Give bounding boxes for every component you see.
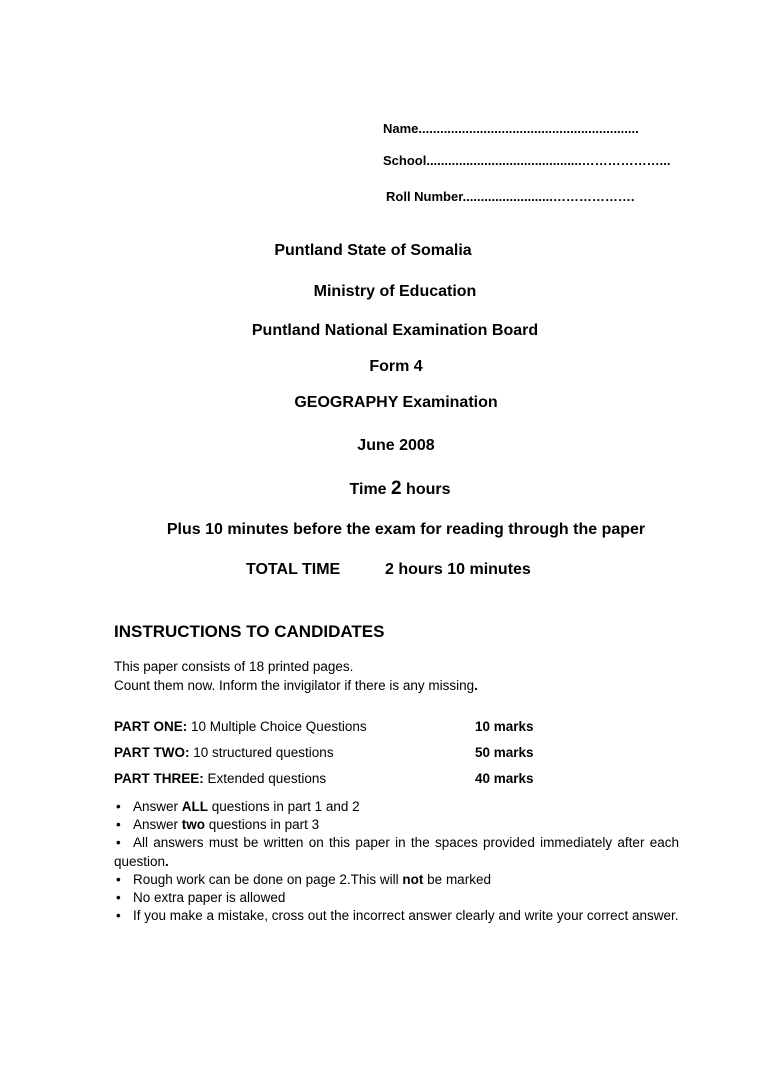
board-title: Puntland National Examination Board <box>251 322 539 339</box>
part-three <box>114 771 326 786</box>
rule-text: questions in part 3 <box>205 817 320 833</box>
bullet-icon: • <box>116 835 121 851</box>
bullet-icon: • <box>116 908 121 924</box>
time-prefix: Time <box>349 481 392 498</box>
bullet-icon: • <box>116 799 121 814</box>
rule-emphasis: not <box>402 871 424 887</box>
rule-emphasis: two <box>181 817 206 833</box>
total-time-label: TOTAL TIME <box>246 561 341 578</box>
list-item <box>114 834 679 870</box>
exam-date: June 2008 <box>357 437 435 454</box>
bullet-icon: • <box>116 890 121 906</box>
rule-text: Answer <box>133 817 182 833</box>
part-three-desc: Extended questions <box>203 771 327 786</box>
list-item <box>114 889 679 907</box>
rule-text: questions in part 1 and 2 <box>208 799 360 814</box>
list-item <box>114 907 679 925</box>
rule-text: Rough work can be done on page 2.This will <box>133 871 403 887</box>
part-two <box>114 745 334 760</box>
rules-list <box>114 798 679 925</box>
rule-text: If you make a mistake, cross out the incorrect answer clearly and write your correct answer. <box>133 908 679 924</box>
part-one-label: PART ONE: <box>114 719 188 734</box>
list-item <box>114 816 679 834</box>
count-note-text: Count them now. Inform the invigilator if there is any missing <box>114 678 475 693</box>
roll-number-field: Roll Number.........................………………. <box>386 189 635 204</box>
rule-text: be marked <box>423 871 491 887</box>
school-field: School...........................................………………... <box>383 153 671 168</box>
part-two-label: PART TWO: <box>114 745 190 760</box>
exam-time <box>16 478 768 500</box>
rule-text: Answer <box>133 799 182 814</box>
exam-title: GEOGRAPHY Examination <box>294 394 498 411</box>
part-two-marks: 50 marks <box>475 745 534 760</box>
count-note-period: . <box>474 678 478 693</box>
list-item <box>114 871 679 889</box>
rule-text: No extra paper is allowed <box>133 890 286 906</box>
bullet-icon: • <box>116 871 121 887</box>
reading-time-note: Plus 10 minutes before the exam for reading through the paper <box>166 521 646 538</box>
time-number: 2 <box>391 478 402 499</box>
state-title: Puntland State of Somalia <box>274 242 472 259</box>
ministry-title: Ministry of Education <box>313 283 477 300</box>
part-three-label: PART THREE: <box>114 771 204 786</box>
name-field: Name............................................................. <box>383 121 639 136</box>
part-one-desc: 10 Multiple Choice Questions <box>187 719 367 734</box>
part-two-desc: 10 structured questions <box>189 745 334 760</box>
list-item <box>114 798 679 816</box>
bullet-icon: • <box>116 817 121 833</box>
form-title: Form 4 <box>369 358 423 375</box>
part-one <box>114 719 367 734</box>
rule-emphasis: ALL <box>181 799 209 814</box>
rule-text: All answers must be written on this paper in the spaces provided immediately after each question <box>114 835 679 869</box>
count-note <box>114 677 478 695</box>
total-time-value: 2 hours 10 minutes <box>385 561 531 578</box>
pages-note: This paper consists of 18 printed pages. <box>114 659 354 674</box>
time-suffix: hours <box>401 481 451 498</box>
rule-emphasis: . <box>165 853 169 869</box>
part-one-marks: 10 marks <box>475 719 534 734</box>
part-three-marks: 40 marks <box>475 771 534 786</box>
instructions-heading: INSTRUCTIONS TO CANDIDATES <box>114 622 385 641</box>
